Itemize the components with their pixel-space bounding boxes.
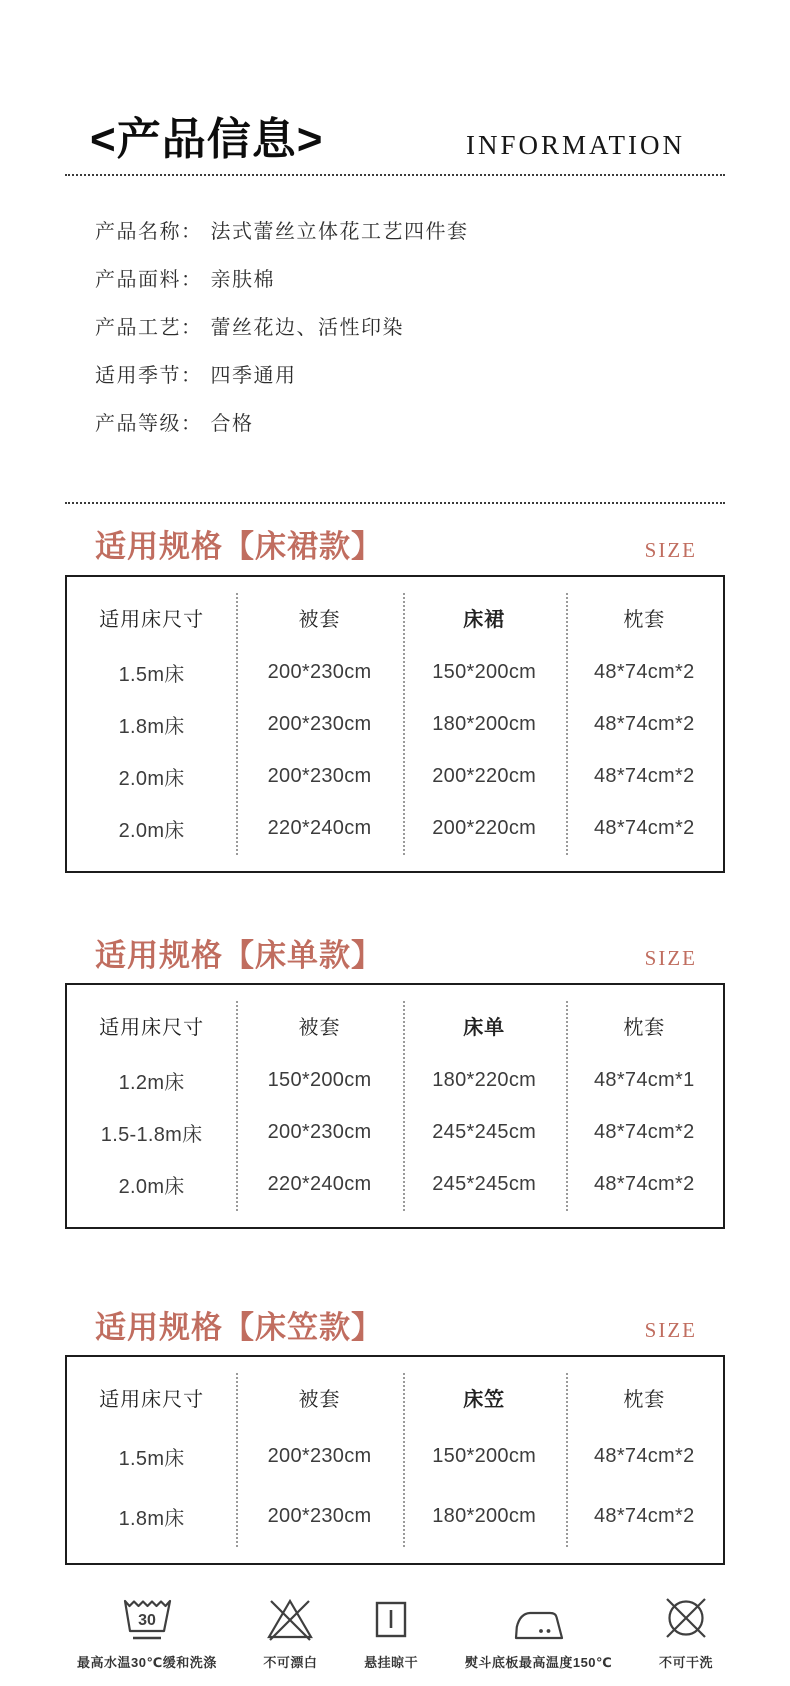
column-header: 适用床尺寸 bbox=[99, 1389, 205, 1412]
table-row bbox=[67, 1487, 723, 1547]
care-item bbox=[263, 1595, 317, 1671]
info-label: 产品面料： bbox=[95, 269, 203, 292]
size-table bbox=[65, 983, 725, 1229]
column-header: 被套 bbox=[298, 1017, 341, 1040]
table-cell: 2.0m床 bbox=[118, 768, 185, 791]
size-section bbox=[65, 1309, 725, 1565]
table-cell: 48*74cm*2 bbox=[593, 1173, 695, 1196]
table-cell: 48*74cm*2 bbox=[593, 1445, 695, 1468]
column-divider bbox=[566, 1373, 568, 1547]
info-label: 产品工艺： bbox=[95, 317, 203, 340]
table-cell: 220*240cm bbox=[267, 817, 372, 840]
table-row bbox=[67, 803, 723, 855]
column-header: 枕套 bbox=[623, 609, 666, 632]
info-value: 法式蕾丝立体花工艺四件套 bbox=[210, 221, 469, 244]
care-label: 不可漂白 bbox=[263, 1654, 318, 1670]
info-label: 适用季节： bbox=[95, 365, 203, 388]
table-cell: 48*74cm*2 bbox=[593, 765, 695, 788]
column-divider bbox=[236, 1001, 238, 1211]
table-row bbox=[67, 1107, 723, 1159]
column-header: 枕套 bbox=[623, 1017, 666, 1040]
header-divider bbox=[65, 174, 725, 176]
care-label: 悬挂晾干 bbox=[364, 1654, 419, 1670]
column-divider bbox=[236, 593, 238, 855]
svg-text:30: 30 bbox=[137, 1611, 156, 1629]
size-label: SIZE bbox=[644, 945, 697, 970]
column-header: 床裙 bbox=[463, 609, 506, 632]
no-dry-clean-icon bbox=[659, 1593, 713, 1643]
info-value: 亲肤棉 bbox=[210, 269, 275, 292]
table-cell: 200*220cm bbox=[432, 765, 537, 788]
table-cell: 1.5m床 bbox=[118, 664, 185, 687]
page-header bbox=[65, 116, 725, 164]
page-subtitle: INFORMATION bbox=[465, 130, 685, 161]
table-cell: 245*245cm bbox=[432, 1173, 537, 1196]
table-cell: 150*200cm bbox=[432, 661, 537, 684]
product-info-item bbox=[95, 364, 725, 388]
column-divider bbox=[566, 593, 568, 855]
table-cell: 2.0m床 bbox=[118, 1176, 185, 1199]
table-row bbox=[67, 1055, 723, 1107]
column-header: 床单 bbox=[463, 1017, 506, 1040]
table-cell: 150*200cm bbox=[267, 1069, 372, 1092]
size-table bbox=[65, 1355, 725, 1565]
size-sections bbox=[65, 528, 725, 1565]
care-icons-row bbox=[65, 1593, 725, 1671]
info-value: 合格 bbox=[210, 413, 254, 436]
table-header-row bbox=[67, 1369, 723, 1427]
care-label: 熨斗底板最高温度150℃ bbox=[464, 1654, 613, 1670]
table-cell: 1.5m床 bbox=[118, 1448, 185, 1471]
table-row bbox=[67, 1427, 723, 1487]
table-cell: 48*74cm*2 bbox=[593, 713, 695, 736]
size-table bbox=[65, 575, 725, 873]
table-cell: 200*230cm bbox=[267, 713, 372, 736]
product-info-list bbox=[95, 220, 725, 436]
column-header: 适用床尺寸 bbox=[99, 609, 205, 632]
size-label: SIZE bbox=[644, 537, 697, 562]
section-title: 适用规格【床单款】 bbox=[95, 937, 383, 973]
column-divider bbox=[403, 1373, 405, 1547]
table-cell: 200*230cm bbox=[267, 1505, 372, 1528]
no-bleach-icon bbox=[263, 1595, 317, 1643]
section-title: 适用规格【床裙款】 bbox=[95, 529, 383, 565]
table-cell: 200*220cm bbox=[432, 817, 537, 840]
size-section bbox=[65, 937, 725, 1229]
section-header bbox=[65, 937, 725, 974]
table-cell: 200*230cm bbox=[267, 1445, 372, 1468]
column-divider bbox=[403, 593, 405, 855]
table-row bbox=[67, 751, 723, 803]
table-row bbox=[67, 699, 723, 751]
care-item bbox=[465, 1601, 612, 1671]
table-cell: 1.2m床 bbox=[118, 1072, 185, 1095]
product-info-item bbox=[95, 268, 725, 292]
size-label: SIZE bbox=[644, 1317, 697, 1342]
table-cell: 48*74cm*2 bbox=[593, 1121, 695, 1144]
care-label: 不可干洗 bbox=[658, 1654, 713, 1670]
table-cell: 48*74cm*2 bbox=[593, 661, 695, 684]
table-cell: 180*200cm bbox=[432, 1505, 537, 1528]
column-header: 床笠 bbox=[463, 1389, 506, 1412]
table-cell: 180*220cm bbox=[432, 1069, 537, 1092]
table-cell: 48*74cm*2 bbox=[593, 1505, 695, 1528]
care-item bbox=[364, 1597, 418, 1671]
column-divider bbox=[236, 1373, 238, 1547]
table-cell: 200*230cm bbox=[267, 765, 372, 788]
table-cell: 180*200cm bbox=[432, 713, 537, 736]
table-row bbox=[67, 1159, 723, 1211]
column-divider bbox=[566, 1001, 568, 1211]
table-cell: 200*230cm bbox=[267, 661, 372, 684]
table-row bbox=[67, 647, 723, 699]
table-cell: 245*245cm bbox=[432, 1121, 537, 1144]
table-cell: 48*74cm*1 bbox=[593, 1069, 695, 1092]
section-title: 适用规格【床笠款】 bbox=[95, 1309, 383, 1345]
care-label: 最高水温30℃缓和洗涤 bbox=[77, 1654, 217, 1670]
table-cell: 150*200cm bbox=[432, 1445, 537, 1468]
product-info-item bbox=[95, 412, 725, 436]
info-label: 产品等级： bbox=[95, 413, 203, 436]
table-cell: 48*74cm*2 bbox=[593, 817, 695, 840]
table-cell: 200*230cm bbox=[267, 1121, 372, 1144]
care-item bbox=[659, 1593, 713, 1671]
care-item bbox=[77, 1593, 217, 1671]
column-header: 适用床尺寸 bbox=[99, 1017, 205, 1040]
info-value: 蕾丝花边、活性印染 bbox=[210, 317, 404, 340]
size-section bbox=[65, 528, 725, 872]
column-header: 枕套 bbox=[623, 1389, 666, 1412]
product-info-item bbox=[95, 316, 725, 340]
table-cell: 2.0m床 bbox=[118, 820, 185, 843]
info-label: 产品名称： bbox=[95, 221, 203, 244]
page-title: <产品信息> bbox=[90, 115, 324, 164]
product-info-item bbox=[95, 220, 725, 244]
column-divider bbox=[403, 1001, 405, 1211]
table-header-row bbox=[67, 589, 723, 647]
hang-dry-icon bbox=[369, 1597, 413, 1643]
section-header bbox=[65, 528, 725, 565]
table-cell: 1.5-1.8m床 bbox=[100, 1124, 203, 1147]
info-value: 四季通用 bbox=[210, 365, 297, 388]
wash-30-icon bbox=[119, 1593, 175, 1643]
iron-150-icon bbox=[510, 1601, 568, 1643]
table-cell: 220*240cm bbox=[267, 1173, 372, 1196]
column-header: 被套 bbox=[298, 1389, 341, 1412]
table-cell: 1.8m床 bbox=[118, 716, 185, 739]
column-header: 被套 bbox=[298, 609, 341, 632]
section-header bbox=[65, 1309, 725, 1346]
table-header-row bbox=[67, 997, 723, 1055]
section-divider bbox=[65, 502, 725, 504]
table-cell: 1.8m床 bbox=[118, 1508, 185, 1531]
